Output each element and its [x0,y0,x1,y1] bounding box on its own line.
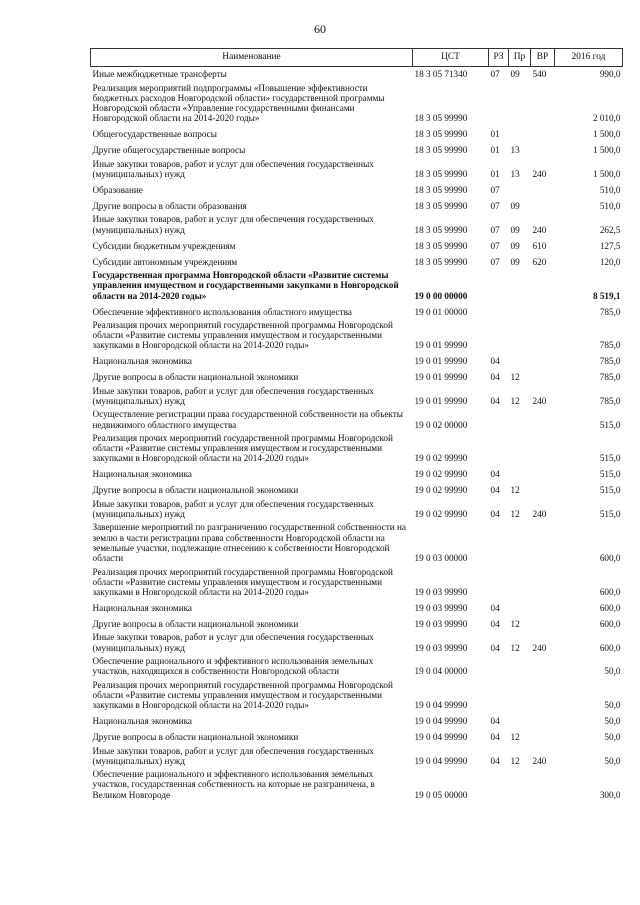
cell-cst: 18 3 05 99990 [414,256,468,267]
table-row [91,267,623,301]
cell-pr [509,464,531,480]
cell-sum: 2 010,0 [592,113,621,124]
budget-table [90,48,623,800]
cell-name: Другие общегосударственные вопросы [92,145,246,156]
cell-vr [531,80,555,124]
cell-rz: 04 [490,485,500,496]
cell-name: Реализация прочих мероприятий государственной программы Новгородской области «Развитие системы управления имуществом и государственными закупками в Новгородской области на 2014-2020 годы» [92,319,393,351]
cell-vr [531,267,555,301]
cell-vr: 240 [532,755,547,766]
cell-rz: 04 [490,732,500,743]
cell-cst: 19 0 02 00000 [414,419,468,430]
cell-pr: 13 [510,169,520,180]
cell-cst: 18 3 05 71340 [414,69,468,80]
cell-name: Национальная экономика [92,603,193,614]
cell-vr [531,519,555,563]
cell-vr [531,406,555,430]
cell-pr: 12 [510,485,520,496]
cell-pr: 09 [510,240,520,251]
cell-sum: 785,0 [599,372,621,383]
cell-pr: 12 [510,732,520,743]
cell-pr [509,597,531,613]
cell-sum: 50,0 [604,716,621,727]
cell-name: Осуществление регистрации права государственной собственности на объекты недвижимого областного имущества [92,409,403,430]
cell-name: Другие вопросы в области национальной экономики [92,485,299,496]
cell-rz [489,406,509,430]
cell-pr: 12 [510,509,520,520]
cell-pr [509,677,531,711]
cell-cst: 19 0 01 99990 [414,356,468,367]
header-pr: Пр [509,49,531,67]
cell-rz: 04 [490,356,500,367]
cell-cst: 19 0 00 00000 [414,290,468,301]
cell-pr: 09 [510,201,520,212]
cell-rz: 04 [490,619,500,630]
cell-name: Другие вопросы в области национальной экономики [92,372,299,383]
header-year: 2016 год [555,49,623,67]
cell-rz [489,80,509,124]
cell-vr [531,317,555,351]
cell-cst: 18 3 05 99990 [414,129,468,140]
header-name: Наименование [91,49,413,67]
cell-vr: 540 [532,69,547,80]
cell-vr [531,711,555,727]
cell-cst: 19 0 01 00000 [414,306,468,317]
cell-name: Другие вопросы в области образования [92,201,247,212]
cell-cst: 18 3 05 99990 [414,201,468,212]
cell-sum: 262,5 [599,224,621,235]
cell-cst: 19 0 04 99990 [414,716,468,727]
table-row [91,613,623,629]
cell-sum: 120,0 [599,256,621,267]
cell-pr [509,351,531,367]
table-row [91,519,623,563]
table-row [91,351,623,367]
cell-rz [489,653,509,677]
table-row [91,140,623,156]
cell-name: Реализация прочих мероприятий государственной программы Новгородской области «Развитие системы управления имуществом и государственными закупками в Новгородской области на 2014-2020 годы» [92,679,393,711]
cell-vr [531,351,555,367]
cell-vr [531,480,555,496]
cell-vr: 240 [532,642,547,653]
table-row [91,629,623,653]
cell-cst: 19 0 03 00000 [414,553,468,564]
cell-cst: 19 0 02 99990 [414,509,468,520]
cell-name: Национальная экономика [92,356,193,367]
table-header-row [91,49,623,67]
cell-rz: 04 [490,469,500,480]
cell-sum: 785,0 [599,356,621,367]
cell-sum: 990,0 [599,69,621,80]
cell-rz: 07 [490,240,500,251]
cell-sum: 515,0 [599,453,621,464]
cell-cst: 19 0 01 99990 [414,395,468,406]
cell-pr [509,179,531,195]
cell-vr: 240 [532,169,547,180]
table-row [91,179,623,195]
cell-sum: 300,0 [599,789,621,800]
cell-name: Образование [92,185,143,196]
cell-vr [531,613,555,629]
cell-sum: 1 500,0 [592,145,621,156]
cell-name: Реализация прочих мероприятий государственной программы Новгородской области «Развитие системы управления имуществом и государственными закупками в Новгородской области на 2014-2020 годы» [92,566,393,598]
cell-pr: 12 [510,372,520,383]
cell-rz: 01 [490,169,500,180]
page-number: 60 [314,22,326,36]
cell-vr: 240 [532,395,547,406]
cell-vr [531,727,555,743]
cell-cst: 19 0 04 00000 [414,666,468,677]
cell-vr: 240 [532,224,547,235]
cell-pr [509,430,531,464]
cell-rz: 04 [490,642,500,653]
cell-sum: 600,0 [599,619,621,630]
cell-pr: 13 [510,145,520,156]
cell-sum: 50,0 [604,755,621,766]
cell-pr: 12 [510,642,520,653]
cell-vr [531,124,555,140]
cell-cst: 18 3 05 99990 [414,169,468,180]
cell-rz: 07 [490,69,500,80]
cell-sum: 50,0 [604,700,621,711]
cell-sum: 8 519,1 [592,290,621,301]
cell-sum: 600,0 [599,603,621,614]
cell-cst: 18 3 05 99990 [414,145,468,156]
cell-vr [531,301,555,317]
table-row [91,367,623,383]
cell-rz [489,519,509,563]
table-row [91,124,623,140]
cell-vr [531,597,555,613]
cell-sum: 510,0 [599,201,621,212]
cell-name: Иные закупки товаров, работ и услуг для обеспечения государственных (муниципальных) нужд [92,158,374,180]
cell-sum: 510,0 [599,185,621,196]
cell-sum: 1 500,0 [592,169,621,180]
cell-rz: 04 [490,603,500,614]
cell-name: Иные закупки товаров, работ и услуг для обеспечения государственных (муниципальных) нужд [92,632,374,653]
cell-sum: 515,0 [599,509,621,520]
cell-pr: 09 [510,69,520,80]
cell-rz [489,564,509,598]
cell-sum: 785,0 [599,340,621,351]
header-cst: ЦСТ [413,49,489,67]
cell-pr: 09 [510,256,520,267]
table-row [91,430,623,464]
cell-name: Иные закупки товаров, работ и услуг для обеспечения государственных (муниципальных) нужд [92,385,374,406]
cell-name: Субсидии бюджетным учреждениям [92,240,236,251]
cell-cst: 19 0 05 00000 [414,789,468,800]
cell-pr [509,653,531,677]
cell-cst: 18 3 05 99990 [414,240,468,251]
cell-vr [531,367,555,383]
cell-rz: 07 [490,256,500,267]
table-row [91,66,623,80]
cell-cst: 19 0 02 99990 [414,485,468,496]
cell-vr [531,464,555,480]
cell-cst: 19 0 02 99990 [414,469,468,480]
cell-sum: 50,0 [604,732,621,743]
cell-pr [509,124,531,140]
cell-cst: 19 0 03 99990 [414,587,468,598]
cell-cst: 18 3 05 99990 [414,224,468,235]
table-body [91,66,623,800]
cell-pr [509,301,531,317]
table-row [91,235,623,251]
table-row [91,480,623,496]
cell-vr: 240 [532,509,547,520]
cell-sum: 50,0 [604,666,621,677]
cell-cst: 19 0 03 99990 [414,642,468,653]
cell-name: Иные закупки товаров, работ и услуг для обеспечения государственных (муниципальных) нужд [92,498,374,520]
table-row [91,211,623,235]
cell-name: Другие вопросы в области национальной экономики [92,732,299,743]
cell-name: Иные межбюджетные трансферты [92,69,227,80]
cell-rz: 04 [490,716,500,727]
table-row [91,727,623,743]
cell-name: Обеспечение рационального и эффективного использования земельных участков, государственная собственность на которые не разграничена, в Великом Новгороде [92,769,375,800]
cell-pr [509,564,531,598]
cell-rz: 04 [490,509,500,520]
cell-cst: 19 0 04 99990 [414,755,468,766]
cell-rz [489,301,509,317]
cell-cst: 19 0 04 99990 [414,700,468,711]
cell-rz: 04 [490,395,500,406]
cell-rz: 07 [490,201,500,212]
cell-sum: 515,0 [599,469,621,480]
table-row [91,317,623,351]
cell-pr: 09 [510,224,520,235]
cell-cst: 19 0 03 99990 [414,619,468,630]
cell-vr [531,564,555,598]
cell-name: Иные закупки товаров, работ и услуг для обеспечения государственных (муниципальных) нужд [92,745,374,766]
cell-vr [531,140,555,156]
cell-pr [509,766,531,800]
cell-name: Общегосударственные вопросы [92,129,217,140]
cell-pr [509,80,531,124]
cell-pr [509,406,531,430]
cell-vr: 620 [532,256,547,267]
table-row [91,406,623,430]
cell-pr: 12 [510,619,520,630]
table-row [91,743,623,767]
cell-pr [509,711,531,727]
cell-name: Национальная экономика [92,469,193,480]
cell-sum: 785,0 [599,395,621,406]
table-row [91,195,623,211]
cell-name: Национальная экономика [92,716,193,727]
table-row [91,564,623,598]
table-row [91,464,623,480]
cell-name: Обеспечение рационального и эффективного использования земельных участков, находящихся в собственности Новгородской области [92,656,374,677]
cell-vr [531,179,555,195]
cell-pr [509,267,531,301]
cell-pr: 12 [510,395,520,406]
cell-sum: 600,0 [599,642,621,653]
cell-name: Иные закупки товаров, работ и услуг для обеспечения государственных (муниципальных) нужд [92,214,374,235]
header-rz: РЗ [489,49,509,67]
cell-sum: 1 500,0 [592,129,621,140]
cell-vr [531,653,555,677]
cell-rz: 07 [490,224,500,235]
table-row [91,156,623,180]
cell-sum: 785,0 [599,306,621,317]
cell-pr [509,519,531,563]
cell-rz [489,430,509,464]
cell-rz [489,677,509,711]
cell-rz: 07 [490,185,500,196]
cell-name: Реализация мероприятий подпрограммы «Повышение эффективности бюджетных расходов Новгородской области» государственной программы Новгородской области «Управление государственными финансами Новгородской области на 2014-2020 годы» [92,82,385,124]
table-row [91,383,623,407]
cell-name: Обеспечение эффективного использования областного имущества [92,306,352,317]
cell-cst: 18 3 05 99990 [414,185,468,196]
cell-name: Завершение мероприятий по разграничению государственной собственности на землю в части регистрации права собственности Новгородской области на земельные участки, подлежащие отнесению к собственности Новгородской области [92,522,406,564]
cell-cst: 19 0 01 99990 [414,372,468,383]
header-vr: ВР [531,49,555,67]
cell-rz: 01 [490,145,500,156]
cell-sum: 515,0 [599,419,621,430]
cell-vr: 610 [532,240,547,251]
cell-rz [489,766,509,800]
cell-vr [531,677,555,711]
cell-pr [509,317,531,351]
table-row [91,496,623,520]
table-row [91,301,623,317]
cell-cst: 18 3 05 99990 [414,113,468,124]
cell-cst: 19 0 04 99990 [414,732,468,743]
cell-rz: 04 [490,372,500,383]
cell-rz [489,267,509,301]
cell-vr [531,430,555,464]
table-row [91,80,623,124]
table-row [91,711,623,727]
cell-vr [531,195,555,211]
cell-cst: 19 0 03 99990 [414,603,468,614]
cell-name: Реализация прочих мероприятий государственной программы Новгородской области «Развитие системы управления имуществом и государственными закупками в Новгородской области на 2014-2020 годы» [92,432,393,464]
table-row [91,766,623,800]
cell-name: Государственная программа Новгородской области «Развитие системы управления имуществом и государственными закупками в Новгородской области на 2014-2020 годы» [92,269,399,301]
cell-rz: 04 [490,755,500,766]
cell-rz [489,317,509,351]
cell-pr: 12 [510,755,520,766]
cell-sum: 127,5 [599,240,621,251]
cell-cst: 19 0 02 99990 [414,453,468,464]
table-row [91,251,623,267]
cell-cst: 19 0 01 99990 [414,340,468,351]
table-row [91,653,623,677]
table-row [91,597,623,613]
table-row [91,677,623,711]
cell-name: Субсидии автономным учреждениям [92,256,238,267]
cell-vr [531,766,555,800]
cell-name: Другие вопросы в области национальной экономики [92,619,299,630]
cell-sum: 600,0 [599,553,621,564]
cell-sum: 515,0 [599,485,621,496]
cell-sum: 600,0 [599,587,621,598]
cell-rz: 01 [490,129,500,140]
